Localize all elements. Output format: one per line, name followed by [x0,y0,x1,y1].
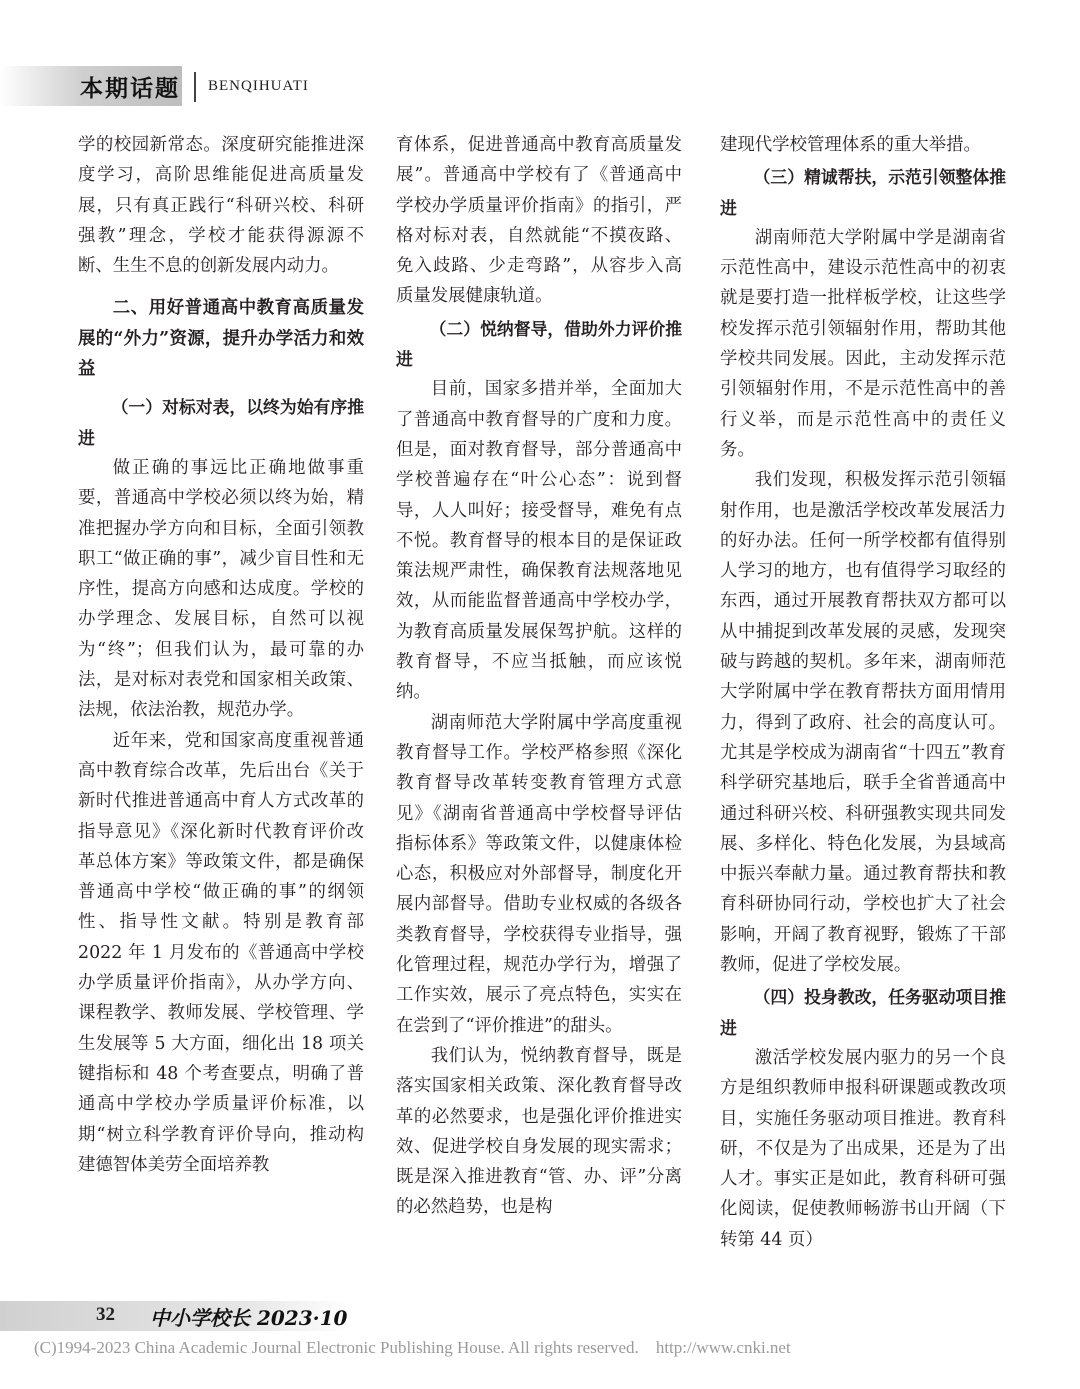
section-title: 本期话题 [80,76,180,102]
paragraph: 激活学校发展内驱力的另一个良方是组织教师申报科研课题或教改项目，实施任务驱动项目推进。教育科研，不仅是为了出成果，还是为了出人才。事实正是如此，教育科研可强化阅读，促使教师畅游书山开阔（下转第 44 页） [720,1047,1006,1250]
copyright-text: (C)1994-2023 China Academic Journal Electronic Publishing House. All rights reserved. [34,1338,639,1357]
subsection-heading: （三）精诚帮扶，示范引领整体推进 [720,167,1006,218]
paragraph: 我们认为，悦纳教育督导，既是落实国家相关政策、深化教育督导改革的必然要求，也是强化评价推进实效、促进学校自身发展的现实需求；既是深入推进教育“管、办、评”分离的必然趋势，也是构 [396,1045,682,1218]
section-heading: 二、用好普通高中教育高质量发展的“外力”资源，提升办学活力和效益 [78,298,364,380]
paragraph: 我们发现，积极发挥示范引领辐射作用，也是激活学校改革发展活力的好办法。任何一所学校都有值得别人学习的地方，也有值得学习取经的东西，通过开展教育帮扶双方都可以从中捕捉到改革发展的灵感，发现突破与跨越的契机。多年来，湖南师范大学附属中学在教育帮扶方面用情用力，得到了政府、社会的高度认可。尤其是学校成为湖南省“十四五”教育科学研究基地后，联手全省普通高中通过科研兴校、科研强教实现共同发展、多样化、特色化发展，为县域高中振兴奉献力量。通过教育帮扶和教育科研协同行动，学校也扩大了社会影响，开阔了教育视野，锻炼了干部教师，促进了学校发展。 [720,470,1006,976]
website-link[interactable]: http://www.cnki.net [655,1338,791,1357]
paragraph: 目前，国家多措并举，全面加大了普通高中教育督导的广度和力度。但是，面对教育督导，部分普通高中学校普遍存在“叶公心态”：说到督导，人人叫好；接受督导，难免有点不悦。教育督导的根本目的是保证政策法规严肃性，确保教育法规落地见效，从而能监督普通高中学校办学，为教育高质量发展保驾护航。这样的教育督导，不应当抵触，而应该悦纳。 [396,379,682,703]
header-divider [194,72,196,102]
text-column-2 [396,130,682,1288]
subsection-heading: （一）对标对表，以终为始有序推进 [78,397,364,448]
paragraph: 做正确的事远比正确地做事重要，普通高中学校必须以终为始，精准把握办学方向和目标，全面引领教职工“做正确的事”，减少盲目性和无序性，提高方向感和达成度。学校的办学理念、发展目标，自然可以视为“终”；但我们认为，最可靠的办法，是对标对表党和国家相关政策、法规，依法治教，规范办学。 [78,457,364,721]
paragraph: 学的校园新常态。深度研究能推进深度学习，高阶思维能促进高质量发展，只有真正践行“科研兴校、科研强教”理念，学校才能获得源源不断、生生不息的创新发展内动力。 [78,135,364,277]
paragraph: 湖南师范大学附属中学是湖南省示范性高中，建设示范性高中的初衷就是要打造一批样板学校，让这些学校发挥示范引领辐射作用，帮助其他学校共同发展。因此，主动发挥示范引领辐射作用，不是示范性高中的善行义举，而是示范性高中的责任义务。 [720,227,1006,460]
paragraph: 育体系，促进普通高中教育高质量发展”。普通高中学校有了《普通高中学校办学质量评价指南》的指引，严格对标对表，自然就能“不摸夜路、免入歧路、少走弯路”，从容步入高质量发展健康轨道。 [396,135,682,307]
magazine-name: 中小学校长 2023·10 [150,1306,348,1330]
paragraph: 近年来，党和国家高度重视普通高中教育综合改革，先后出台《关于新时代推进普通高中育人方式改革的指导意见》《深化新时代教育评价改革总体方案》等政策文件，都是确保普通高中学校“做正确的事”的纲领性、指导性文献。特别是教育部 2022 年 1 月发布的《普通高中学校办学质量评价指南》，从办学方向、课程教学、教师发展、学校管理、学生发展等 5 大方面，细化出 18 项关键指标和 48 个考查要点，明确了普通高中学校办学质量评价标准，以期“树立科学教育评价导向，推动构建德智体美劳全面培养教 [78,730,364,1175]
page-number: 32 [96,1304,115,1325]
section-subtitle: BENQIHUATI [208,78,309,94]
text-column-3 [720,130,1006,1288]
subsection-heading: （二）悦纳督导，借助外力评价推进 [396,318,682,370]
paragraph: 湖南师范大学附属中学高度重视教育督导工作。学校严格参照《深化教育督导改革转变教育管理方式意见》《湖南省普通高中学校督导评估指标体系》等政策文件，以健康体检心态，积极应对外部督导，制度化开展内部督导。借助专业权威的各级各类教育督导，学校获得专业指导，强化管理过程，规范办学行为，增强了工作实效，展示了亮点特色，实实在在尝到了“评价推进”的甜头。 [396,712,682,1036]
subsection-heading: （四）投身教改，任务驱动项目推进 [720,987,1006,1038]
copyright-line [34,1338,791,1358]
text-column-1 [78,130,364,1288]
paragraph: 建现代学校管理体系的重大举措。 [720,135,981,155]
